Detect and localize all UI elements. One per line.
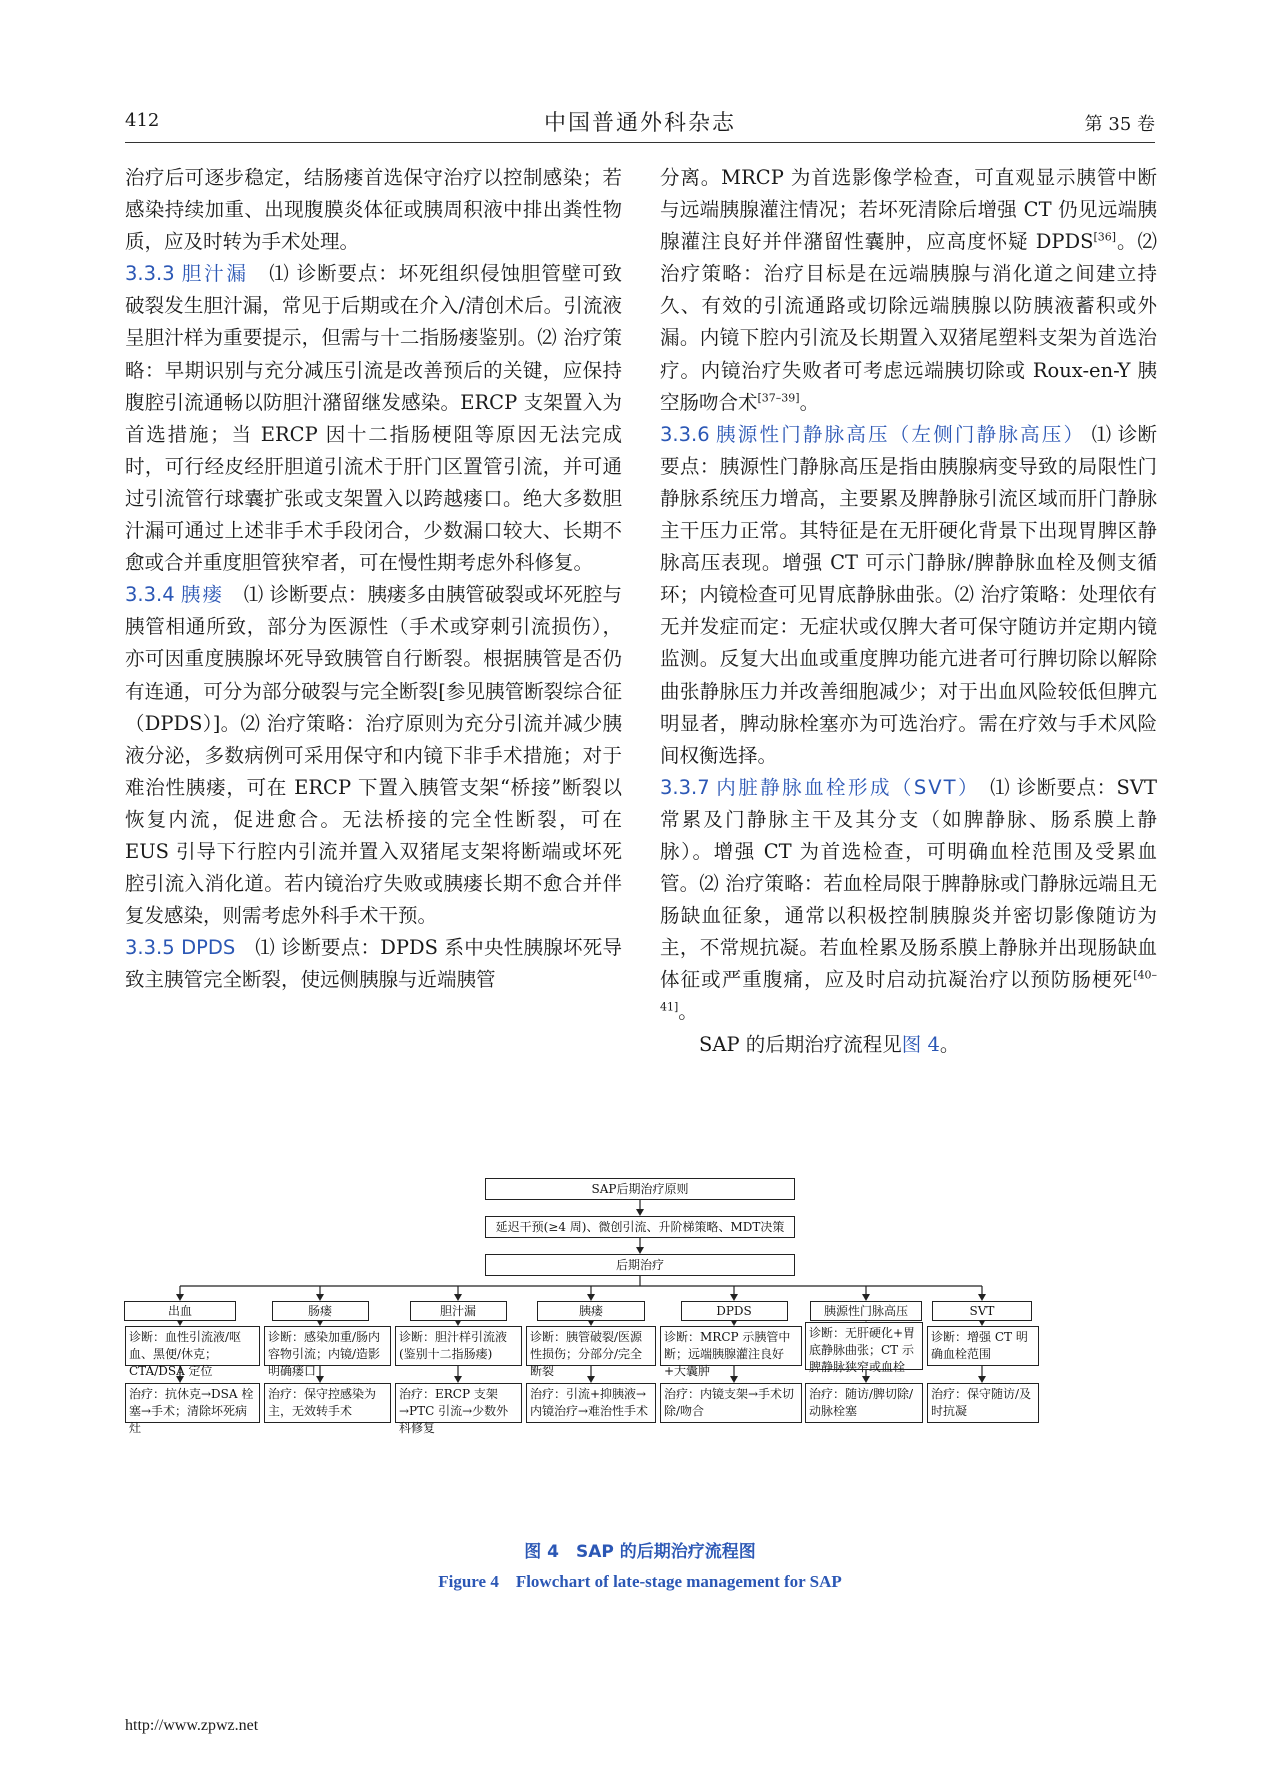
section-title: DPDS	[181, 936, 236, 960]
flow-diagnosis-box: 诊断：感染加重/肠内容物引流；内镜/造影明确瘘口	[264, 1326, 391, 1366]
arrow-head	[316, 1376, 324, 1383]
flow-diagnosis-box: 诊断：胰管破裂/医源性损伤；分部分/完全断裂	[526, 1326, 656, 1366]
paragraph	[660, 162, 1157, 419]
arrow-head	[636, 1209, 644, 1216]
arrow-head	[730, 1294, 738, 1301]
flow-late-treatment-box: 后期治疗	[485, 1254, 795, 1276]
section-number: 3.3.3	[125, 262, 175, 286]
flow-treatment-box: 治疗：抗休克→DSA 栓塞→手术；清除坏死病灶	[125, 1383, 260, 1423]
arrow-head	[636, 1247, 644, 1254]
arrow-head	[978, 1294, 986, 1301]
figure-link[interactable]: 图 4	[901, 1032, 940, 1056]
section-body: ⑴ 诊断要点：胰瘘多由胰管破裂或坏死腔与胰管相通所致，部分为医源性（手术或穿刺引流损伤），亦可因重度胰腺坏死导致胰管自行断裂。根据胰管是否仍有连通，可分为部分破裂与完全断裂[参见胰管断裂综合征（DPDS）]。⑵ 治疗策略：治疗原则为充分引流并减少胰液分泌，多数病例可采用保守和内镜下非手术措施；对于难治性胰瘘，可在 ERCP 下置入胰管支架“桥接”断裂以恢复内流，促进愈合。无法桥接的完全性断裂，可在 EUS 引导下行腔内引流并置入双猪尾支架将断端或坏死腔引流入消化道。若内镜治疗失败或胰瘘长期不愈合并伴复发感染，则需考虑外科手术干预。	[125, 583, 622, 928]
flowchart-figure	[125, 1178, 1155, 1528]
header-rule	[125, 142, 1155, 143]
flow-category-box: 胰瘘	[537, 1301, 645, 1321]
left-column	[125, 162, 622, 996]
flow-diagnosis-box: 诊断：无肝硬化+胃底静脉曲张；CT 示脾静脉狭窄或血栓	[805, 1322, 923, 1370]
figure-caption-en: Figure 4 Flowchart of late-stage management for SAP	[438, 1572, 842, 1591]
flow-treatment-box: 治疗：保守控感染为主，无效转手术	[264, 1383, 391, 1423]
paragraph: 治疗后可逐步稳定，结肠瘘首选保守治疗以控制感染；若感染持续加重、出现腹膜炎体征或胰周积液中排出粪性物质，应及时转为手术处理。	[125, 166, 622, 254]
page-header	[125, 110, 1155, 144]
section-body: ⑴ 诊断要点：坏死组织侵蚀胆管壁可致破裂发生胆汁漏，常见于后期或在介入/清创术后。引流液呈胆汁样为重要提示，但需与十二指肠瘘鉴别。⑵ 治疗策略：早期识别与充分减压引流是改善预后的关键，应保持腹腔引流通畅以防胆汁潴留继发感染。ERCP 支架置入为首选措施；当 ERCP 因十二指肠梗阻等原因无法完成时，可行经皮经肝胆道引流术于肝门区置管引流，并可通过引流管行球囊扩张或支架置入以跨越瘘口。绝大多数胆汁漏可通过上述非手术手段闭合，少数漏口较大、长期不愈或合并重度胆管狭窄者，可在慢性期考虑外科修复。	[125, 262, 622, 575]
section-body: ⑴ 诊断要点：胰源性门静脉高压是指由胰腺病变导致的局限性门静脉系统压力增高，主要累及脾静脉引流区域而肝门静脉主干压力正常。其特征是在无肝硬化背景下出现胃脾区静脉高压表现。增强 CT 可示门静脉/脾静脉血栓及侧支循环；内镜检查可见胃底静脉曲张。⑵ 治疗策略：处理依有无并发症而定：无症状或仅脾大者可保守随访并定期内镜监测。反复大出血或重度脾功能亢进者可行脾切除以解除曲张静脉压力并改善细胞减少；对于出血风险较低但脾亢明显者，脾动脉栓塞亦为可选治疗。需在疗效与手术风险间权衡选择。	[660, 422, 1157, 767]
arrow-head	[176, 1294, 184, 1301]
text-run: SAP 的后期治疗流程见	[699, 1032, 902, 1056]
section-number: 3.3.7	[660, 775, 710, 799]
flow-treatment-box: 治疗：内镜支架→手术切除/吻合	[660, 1383, 802, 1423]
journal-title: 中国普通外科杂志	[543, 111, 736, 136]
text-run: 。	[678, 1000, 698, 1024]
citation-ref[interactable]: [37–39]	[757, 391, 800, 405]
arrow-head	[587, 1376, 595, 1383]
section-3-3-3	[125, 258, 622, 579]
citation-ref[interactable]: [36]	[1093, 230, 1117, 244]
flow-diagnosis-box: 诊断：胆汁样引流液(鉴别十二指肠瘘)	[395, 1326, 522, 1366]
flow-treatment-box: 治疗：引流+抑胰液→内镜治疗→难治性手术	[526, 1383, 656, 1423]
flow-top-box: SAP后期治疗原则	[485, 1178, 795, 1200]
section-body: ⑴ 诊断要点：DPDS 系中央性胰腺坏死导致主胰管完全断裂，使远侧胰腺与近端胰管	[125, 936, 622, 992]
flow-treatment-box: 治疗：保守随访/及时抗凝	[927, 1383, 1039, 1423]
arrow-head	[978, 1376, 986, 1383]
arrow-head	[454, 1294, 462, 1301]
arrow-head	[316, 1294, 324, 1301]
flow-category-box: 胆汁漏	[410, 1301, 507, 1321]
section-title: 胆汁漏	[181, 262, 249, 286]
flow-category-box: SVT	[932, 1301, 1032, 1321]
arrow-head	[730, 1376, 738, 1383]
section-3-3-6	[660, 419, 1157, 772]
flow-category-box: 肠瘘	[272, 1301, 369, 1321]
section-3-3-4	[125, 579, 622, 932]
text-run: 。⑵ 治疗策略：治疗目标是在远端胰腺与消化道之间建立持久、有效的引流通路或切除远端胰腺以防胰液蓄积或外漏。内镜下腔内引流及长期置入双猪尾塑料支架为首选治疗。内镜治疗失败者可考虑远端胰切除或 Roux-en-Y 胰空肠吻合术	[660, 230, 1157, 414]
section-title: 胰源性门静脉高压（左侧门静脉高压）	[716, 422, 1086, 446]
arrow-head	[587, 1294, 595, 1301]
section-title: 胰瘘	[180, 583, 225, 607]
footer-url[interactable]: http://www.zpwz.net	[125, 1717, 259, 1734]
page-number: 412	[125, 110, 160, 131]
flow-principles-box: 延迟干预(≥4 周)、微创引流、升阶梯策略、MDT决策	[485, 1216, 795, 1238]
volume-label: 第 35 卷	[1084, 114, 1155, 135]
arrow-head	[454, 1376, 462, 1383]
flow-diagnosis-box: 诊断：MRCP 示胰管中断；远端胰腺灌注良好+大囊肿	[660, 1326, 802, 1366]
text-run: 分离。MRCP 为首选影像学检查，可直观显示胰管中断与远端胰腺灌注情况；若坏死清除后增强 CT 仍见远端胰腺灌注良好并伴潴留性囊肿，应高度怀疑 DPDS	[660, 166, 1157, 254]
section-number: 3.3.5	[125, 936, 175, 960]
flow-diagnosis-box: 诊断：增强 CT 明确血栓范围	[927, 1326, 1039, 1366]
citation-ref[interactable]: [40–41]	[660, 968, 1157, 1014]
right-column	[660, 162, 1157, 1061]
figure-caption-cn: 图 4 SAP 的后期治疗流程图	[524, 1542, 756, 1562]
flow-category-box: DPDS	[681, 1301, 788, 1321]
section-3-3-7	[660, 772, 1157, 1029]
flow-category-box: 出血	[124, 1301, 236, 1321]
section-body: ⑴ 诊断要点：SVT 常累及门静脉主干及其分支（如脾静脉、肠系膜上静脉）。增强 CT 为首选检查，可明确血栓范围及受累血管。⑵ 治疗策略：若血栓局限于脾静脉或门静脉远端且无肠缺血征象，通常以积极控制胰腺炎并密切影像随访为主，不常规抗凝。若血栓累及肠系膜上静脉并出现肠缺血体征或严重腹痛，应及时启动抗凝治疗以预防肠梗死	[660, 775, 1157, 992]
section-title: 内脏静脉血栓形成（SVT）	[716, 775, 971, 799]
flow-treatment-box: 治疗：ERCP 支架→PTC 引流→少数外科修复	[395, 1383, 522, 1423]
arrow-head	[862, 1294, 870, 1301]
text-run: 。	[799, 390, 820, 414]
text-run: 。	[939, 1032, 960, 1056]
flow-treatment-box: 治疗：随访/脾切除/动脉栓塞	[805, 1383, 923, 1423]
section-number: 3.3.6	[660, 422, 710, 446]
section-3-3-5	[125, 932, 622, 996]
section-number: 3.3.4	[125, 583, 175, 607]
figure-intro	[660, 1029, 1157, 1061]
flow-category-box: 胰源性门脉高压	[810, 1301, 922, 1321]
arrow-head	[862, 1376, 870, 1383]
flow-diagnosis-box: 诊断：血性引流液/呕血、黑便/休克；CTA/DSA 定位	[125, 1326, 260, 1366]
